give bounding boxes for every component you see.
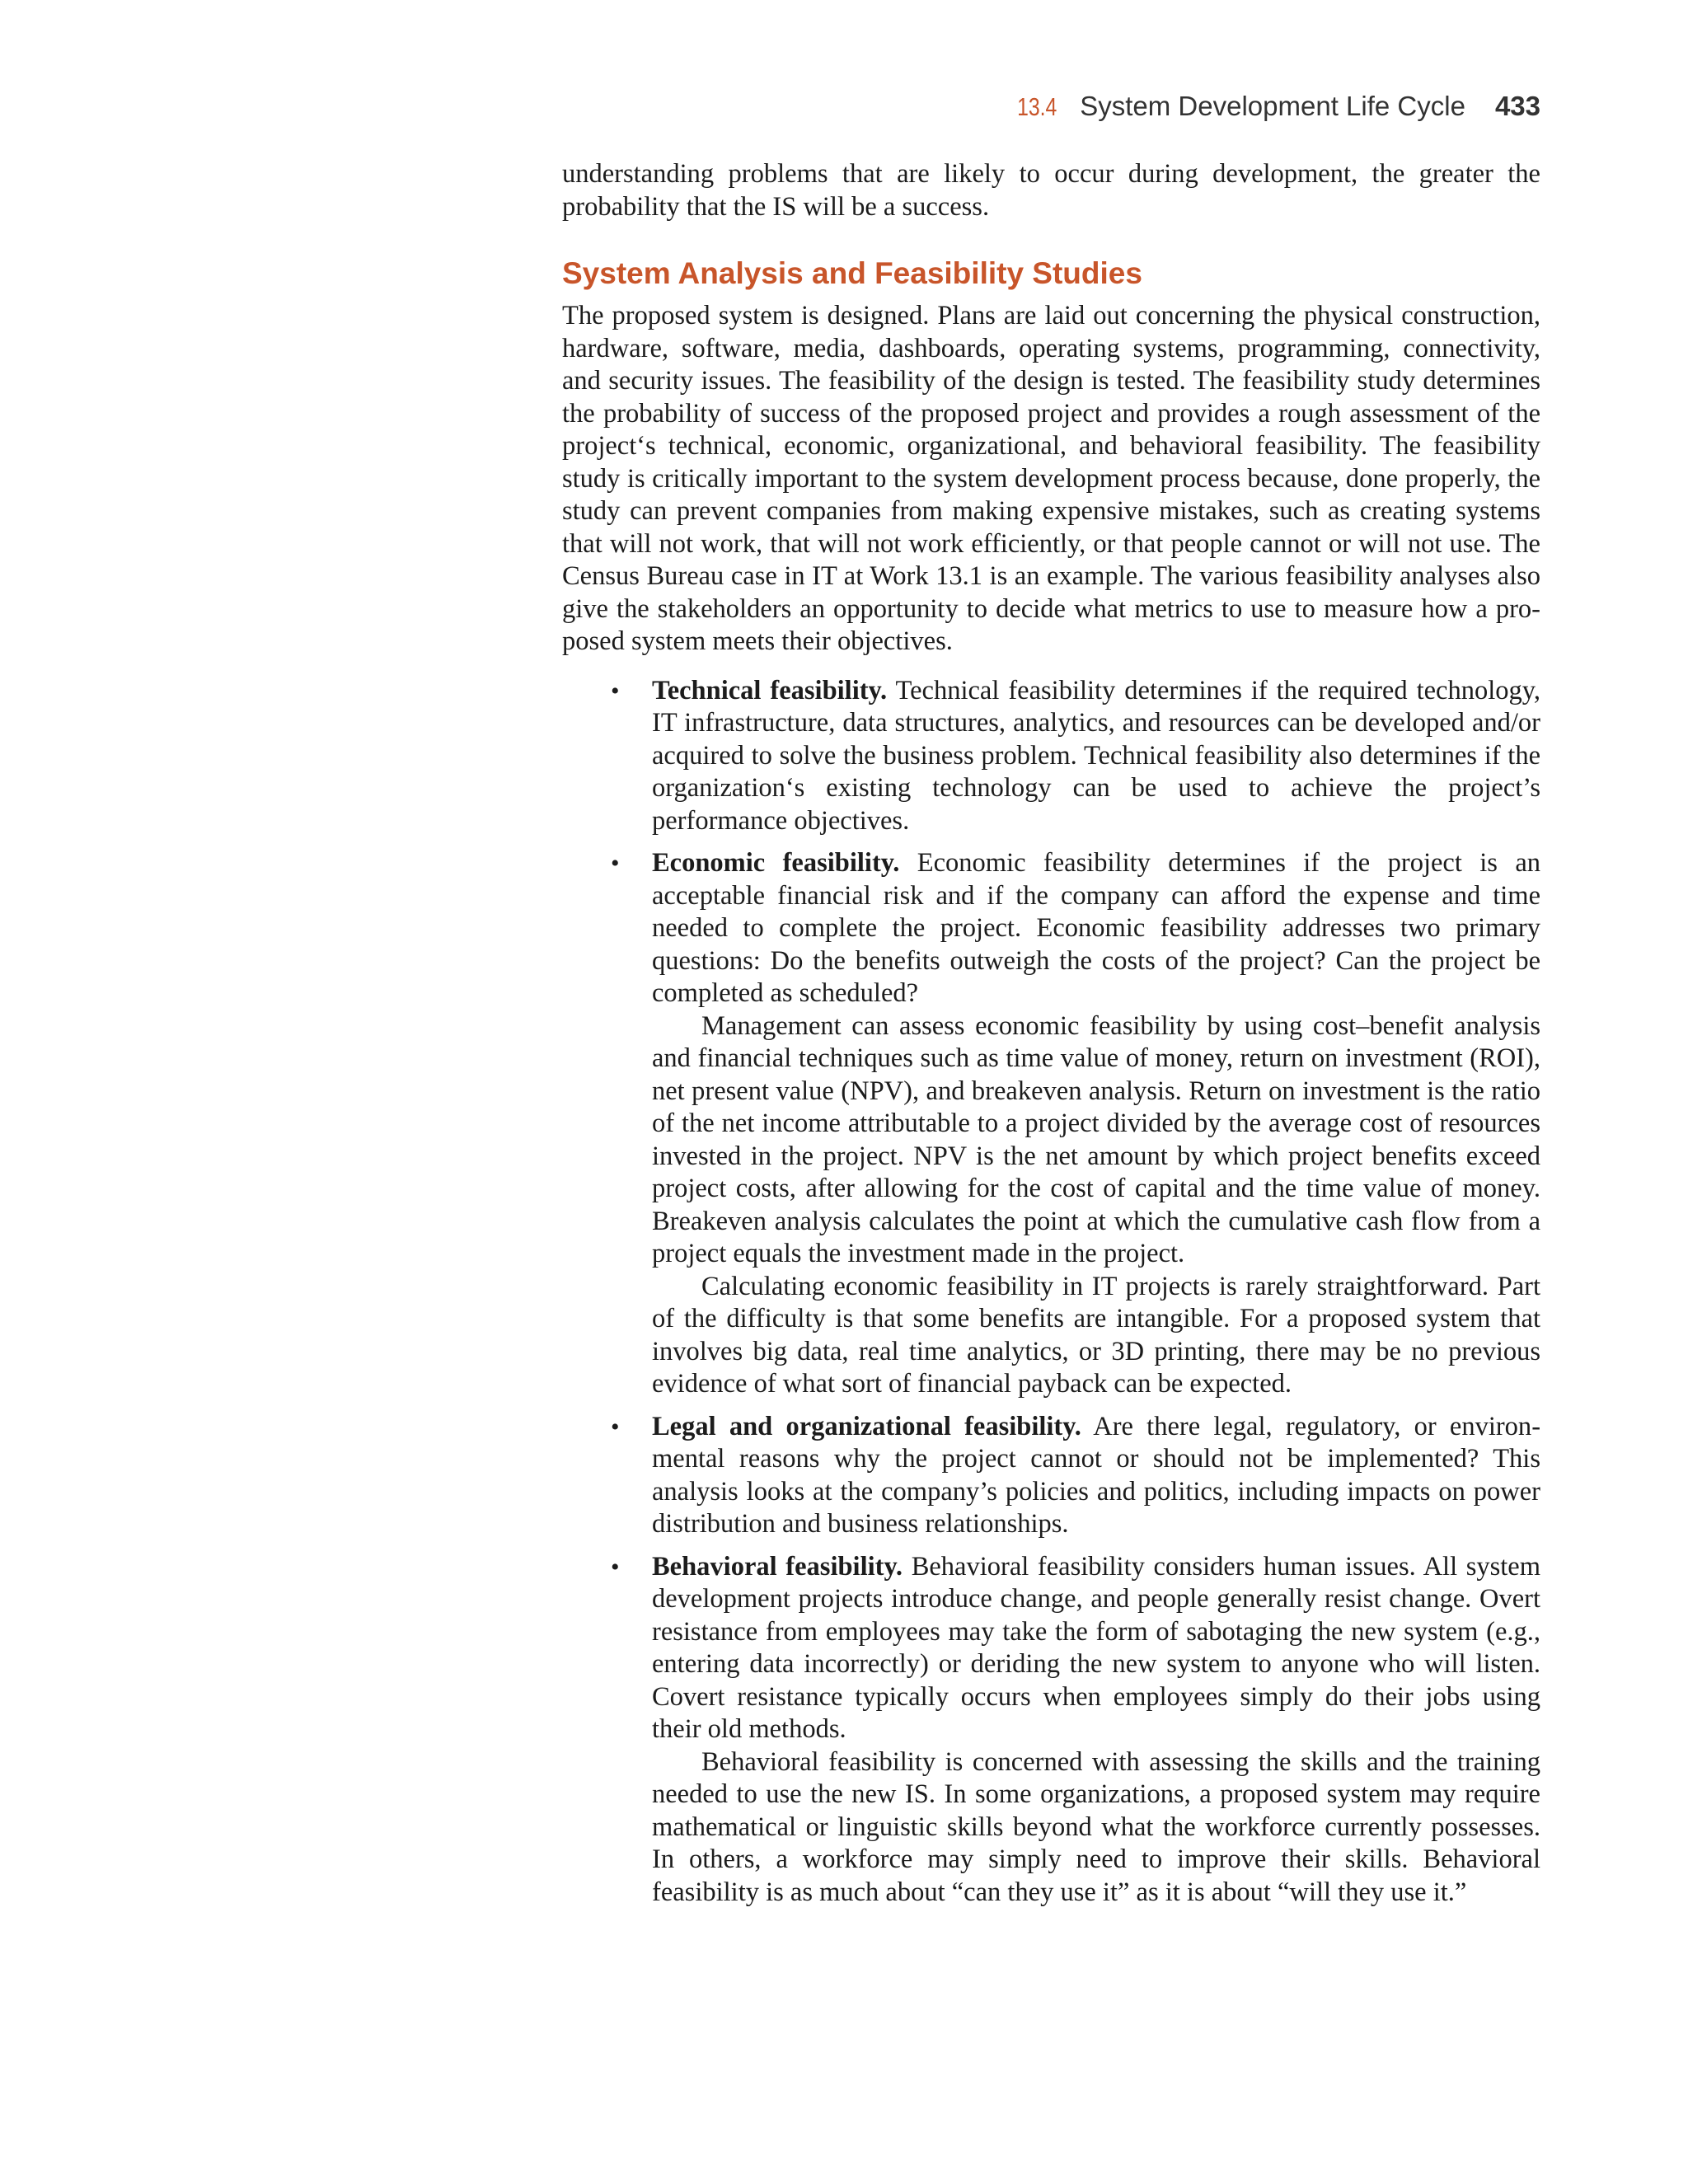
bullet-icon: •	[611, 1553, 620, 1581]
feasibility-list	[562, 675, 1540, 1910]
list-item-text: Technical feasibility determines if the required technology, IT infrastructure, data structures, analytics, and resources can be developed and/or acquired to solve the business problem. Technical feasibility also determines if the organization‘s existing technology can be used to achieve the project’s performance objectives.	[652, 675, 1540, 836]
list-item-term: Economic feasibility.	[652, 848, 900, 878]
running-head-title: System Development Life Cycle	[1080, 91, 1465, 121]
list-item-behavioral-feasibility	[611, 1551, 1541, 1910]
section-heading: System Analysis and Feasibility Studies	[562, 256, 1142, 290]
list-item-subparagraph: Behavioral feasibility is concerned with assessing the skills and the training needed to use the new IS. In some organizations, a proposed system may require mathematical or linguistic skills beyond what the workforce currently possesses. In others, a workforce may simply need to improve their skills. Behavioral feasibility is as much about “can they use it” as it is about “will they use it.”	[652, 1746, 1540, 1907]
section-paragraph: The proposed system is designed. Plans are laid out concerning the physical construction, hardware, software, media, dashboards, operating systems, programming, connectivity, and security issues. The feasibility of the design is tested. The feasibility study determines the probability of success of the proposed project and provides a rough assessment of the project‘s technical, economic, organizational, and behavioral feasibility. The feasibility study is critically important to the system development process because, done properly, the study can prevent companies from making expensive mistakes, such as creating systems that will not work, that will not work efficiently, or that people cannot or will not use. The Census Bureau case in IT at Work 13.1 is an example. The various feasibility analyses also give the stakeholders an opportunity to decide what metrics to use to measure how a proposed system meets their objectives.	[562, 301, 1540, 656]
list-item-text: Are there legal, regulatory, or environmental reasons why the project cannot or should not be implemented? This analysis looks at the company’s policies and politics, including impacts on power distribution and business relationships.	[652, 1411, 1541, 1539]
list-item-legal-organizational-feasibility	[611, 1411, 1541, 1541]
list-item-text: Economic feasibility determines if the project is an acceptable financial risk and if the company can afford the expense and time needed to complete the project. Economic feasibility addresses two primary questions: Do the benefits outweigh the costs of the project? Can the project be completed as scheduled?	[652, 848, 1541, 1008]
running-head	[1007, 91, 1540, 132]
bullet-icon: •	[611, 1413, 620, 1441]
list-item-paragraph	[652, 675, 1540, 838]
body-text	[562, 158, 1540, 1919]
list-item-term: Legal and organizational feasibility.	[652, 1411, 1081, 1441]
list-item-term: Behavioral feasibility.	[652, 1551, 903, 1582]
page-number: 433	[1494, 91, 1540, 121]
list-item-technical-feasibility	[611, 675, 1540, 838]
list-item-paragraph	[652, 847, 1540, 1010]
list-item-term: Technical feasibility.	[652, 675, 888, 705]
bullet-icon: •	[611, 677, 620, 705]
section-number: 13.4	[1016, 92, 1057, 121]
intro-continuation-paragraph: understanding problems that are likely to occur during development, the greater the probability that the IS will be a success.	[562, 159, 1540, 222]
bullet-icon: •	[611, 850, 620, 877]
list-item-paragraph	[652, 1551, 1540, 1746]
list-item-subparagraph: Calculating economic feasibility in IT projects is rarely straightforward. Part of the difficulty is that some benefits are intangible. For a proposed system that involves big data, real time analytics, or 3D printing, there may be no previous evidence of what sort of financial payback can be expected.	[652, 1271, 1540, 1399]
list-item-text: Behavioral feasibility considers human issues. All system development projects introduce change, and people generally resist change. Overt resistance from employees may take the form of sabotaging the new system (e.g., entering data incorrectly) or deriding the new system to anyone who will listen. Covert resistance typically occurs when employees simply do their jobs using their old methods.	[652, 1551, 1541, 1744]
list-item-subparagraph: Management can assess economic feasibility by using cost–benefit analysis and financial techniques such as time value of money, return on investment (ROI), net present value (NPV), and breakeven analysis. Return on investment is the ratio of the net income attributable to a project divided by the average cost of resources invested in the project. NPV is the net amount by which project benefits exceed project costs, after allowing for the cost of capital and the time value of money. Breakeven analysis calculates the point at which the cumulative cash flow from a project equals the investment made in the project.	[652, 1010, 1540, 1268]
list-item-economic-feasibility	[611, 847, 1541, 1401]
list-item-paragraph	[652, 1411, 1540, 1541]
